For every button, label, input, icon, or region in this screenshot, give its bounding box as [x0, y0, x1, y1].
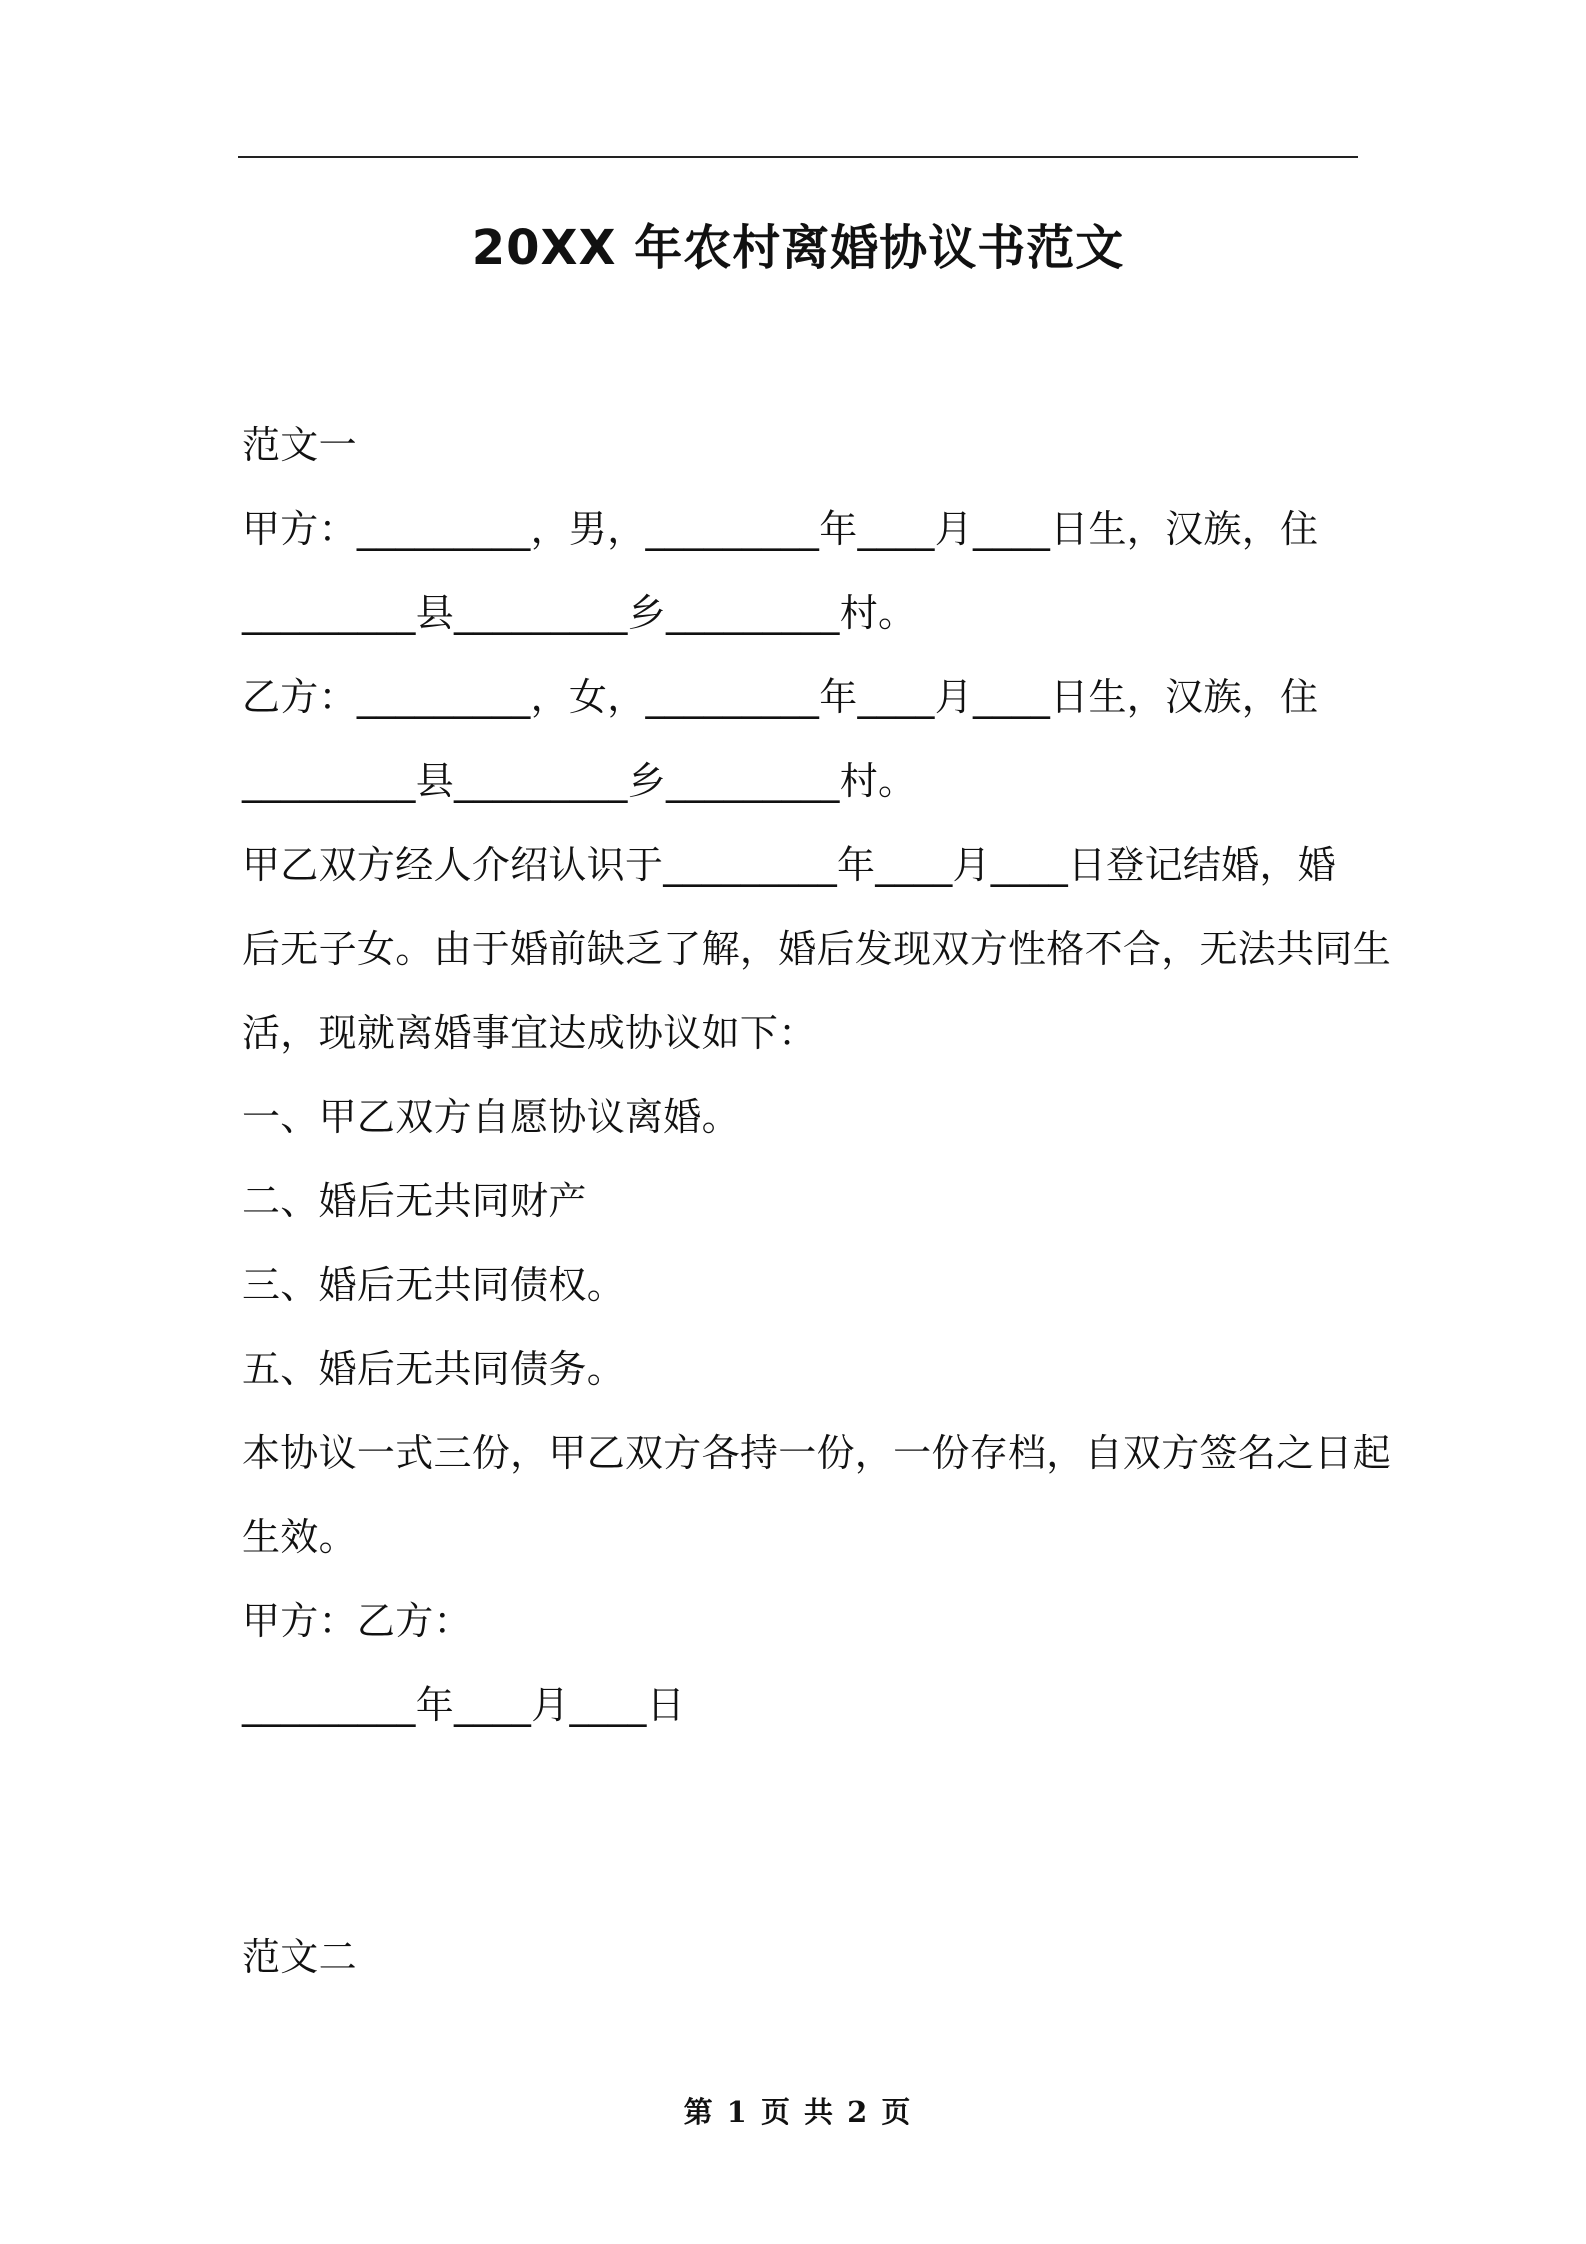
- intro-paragraph-line-3: 活，现就离婚事宜达成协议如下：: [242, 1011, 817, 1055]
- section-two-heading: 范文二: [242, 1935, 357, 1979]
- header-rule: [238, 156, 1358, 158]
- section-one-heading: 范文一: [242, 423, 357, 467]
- party-b-line-2: _________县_________乡_________村。: [242, 759, 917, 803]
- party-a-line-2: _________县_________乡_________村。: [242, 591, 917, 635]
- clause-5: 五、婚后无共同债务。: [242, 1347, 626, 1391]
- clause-2: 二、婚后无共同财产: [242, 1179, 587, 1223]
- copies-paragraph-line-1: 本协议一式三份，甲乙双方各持一份，一份存档，自双方签名之日起: [242, 1431, 1392, 1475]
- party-b-line-1: 乙方：_________，女，_________年____月____日生，汉族，住: [242, 675, 1319, 719]
- intro-paragraph-line-2: 后无子女。由于婚前缺乏了解，婚后发现双方性格不合，无法共同生: [242, 927, 1392, 971]
- clause-3: 三、婚后无共同债权。: [242, 1263, 626, 1307]
- section-spacer: [242, 1747, 1358, 1915]
- clause-1: 一、甲乙双方自愿协议离婚。: [242, 1095, 740, 1139]
- page-footer: 第 1 页 共 2 页: [683, 2095, 913, 2129]
- document-title: 20XX 年农村离婚协议书范文: [471, 220, 1125, 276]
- party-a-line-1: 甲方：_________，男，_________年____月____日生，汉族，住: [242, 507, 1319, 551]
- copies-paragraph-line-2: 生效。: [242, 1515, 357, 1559]
- intro-paragraph-line-1: 甲乙双方经人介绍认识于_________年____月____日登记结婚，婚: [242, 843, 1337, 887]
- date-line: _________年____月____日: [242, 1683, 686, 1727]
- signature-line: 甲方：乙方：: [242, 1599, 472, 1643]
- document-body: [242, 403, 1392, 1999]
